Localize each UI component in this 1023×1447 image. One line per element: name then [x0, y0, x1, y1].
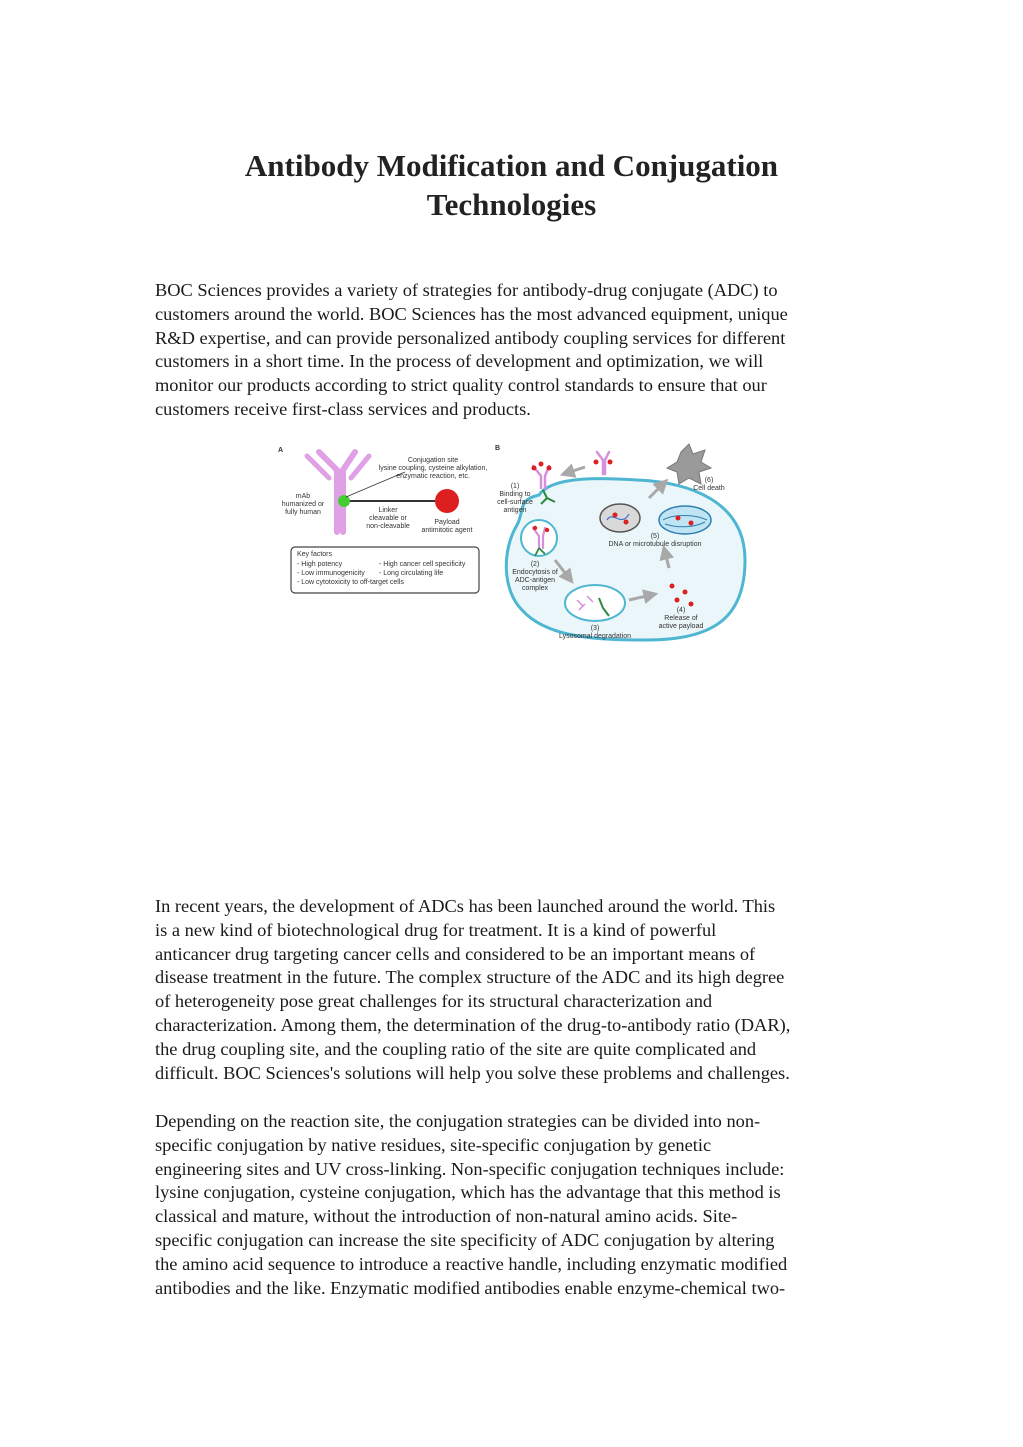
text-line: monitor our products according to strict quality control standards to ensure that our	[155, 375, 767, 396]
svg-text:non-cleavable: non-cleavable	[366, 523, 410, 530]
svg-text:Release of: Release of	[664, 615, 698, 622]
text-line: difficult. BOC Sciences's solutions will help you solve these problems and challenges.	[155, 1062, 790, 1083]
panel-b-letter: B	[495, 445, 501, 452]
svg-text:mAb: mAb	[295, 493, 311, 500]
svg-text:- High potency: - High potency	[297, 561, 343, 568]
figure-svg	[277, 440, 757, 668]
svg-text:(6): (6)	[704, 477, 714, 484]
svg-text:lysine coupling, cysteine alky: lysine coupling, cysteine alkylation,	[378, 465, 488, 472]
text-line: Depending on the reaction site, the conjugation strategies can be divided into non-	[155, 1111, 761, 1131]
text-line: R&D expertise, and can provide personalized antibody coupling services for different	[155, 327, 786, 348]
text-line: the amino acid sequence to introduce a reactive handle, including enzymatic modified	[155, 1253, 788, 1274]
mab-label	[282, 493, 325, 516]
svg-text:Lysosomal degradation: Lysosomal degradation	[558, 633, 632, 640]
svg-text:(4): (4)	[676, 607, 686, 614]
text-line: customers in a short time. In the process of development and optimization, we will	[155, 351, 764, 372]
text-line: specific conjugation by native residues, site-specific conjugation by genetic	[155, 1134, 712, 1155]
panel-a-letter: A	[278, 447, 284, 454]
text-line: lysine conjugation, cysteine conjugation, which has the advantage that this method is	[155, 1182, 781, 1203]
svg-text:(5): (5)	[650, 533, 660, 540]
svg-text:antimitotic agent: antimitotic agent	[421, 527, 473, 534]
svg-text:cell-surface: cell-surface	[497, 499, 533, 506]
document-title	[0, 146, 1023, 224]
intro-paragraph	[155, 279, 875, 422]
linker-dot	[338, 495, 350, 507]
text-line: antibodies and the like. Enzymatic modified antibodies enable enzyme-chemical two-	[155, 1277, 786, 1298]
payload-dot	[435, 489, 459, 513]
conjugation-strategies-paragraph	[155, 1110, 875, 1300]
key-factors-title: Key factors	[297, 551, 333, 558]
svg-text:(1): (1)	[510, 483, 520, 490]
microtubule-organelle	[659, 506, 711, 534]
text-line: customers receive first-class services and products.	[155, 398, 531, 419]
svg-text:DNA or microtubule disruption: DNA or microtubule disruption	[608, 541, 702, 548]
svg-text:antigen: antigen	[503, 507, 527, 514]
free-adc-icon	[597, 452, 609, 474]
linker-label	[366, 507, 410, 530]
text-line: the drug coupling site, and the coupling ratio of the site are quite complicated and	[155, 1038, 757, 1059]
svg-text:ADC-antigen: ADC-antigen	[514, 577, 556, 584]
svg-text:complex: complex	[521, 585, 549, 592]
svg-text:(3): (3)	[590, 625, 600, 632]
antibody-shape	[307, 452, 369, 532]
svg-text:Endocytosis of: Endocytosis of	[512, 569, 558, 576]
payload-label	[422, 519, 473, 534]
text-line: specific conjugation can increase the site specificity of ADC conjugation by altering	[155, 1229, 775, 1250]
released-payload	[670, 584, 675, 589]
text-line: In recent years, the development of ADCs has been launched around the world. This	[155, 896, 776, 916]
text-line: customers around the world. BOC Sciences has the most advanced equipment, unique	[155, 303, 788, 324]
text-line: is a new kind of biotechnological drug for treatment. It is a kind of powerful	[155, 919, 717, 940]
title-line-1: Antibody Modification and Conjugation	[244, 147, 779, 183]
svg-text:active payload: active payload	[658, 623, 704, 630]
adc-mechanism-figure	[277, 440, 757, 668]
svg-text:- Low immunogenicity: - Low immunogenicity	[297, 570, 365, 577]
text-line: classical and mature, without the introduction of non-natural amino acids. Site-	[155, 1206, 738, 1227]
text-line: anticancer drug targeting cancer cells and considered to be an important means of	[155, 943, 756, 964]
svg-text:Linker: Linker	[378, 507, 398, 514]
svg-text:Conjugation site: Conjugation site	[407, 457, 459, 464]
text-line: engineering sites and UV cross-linking. Non-specific conjugation techniques include:	[155, 1158, 785, 1179]
svg-text:- Low cytotoxicity to off-targ: - Low cytotoxicity to off-target cells	[297, 579, 404, 586]
svg-text:Payload: Payload	[434, 519, 460, 526]
svg-text:cleavable or: cleavable or	[369, 515, 407, 522]
svg-text:Cell death: Cell death	[693, 485, 725, 492]
svg-text:- High cancer cell specificity: - High cancer cell specificity	[379, 561, 466, 568]
text-line: BOC Sciences provides a variety of strategies for antibody-drug conjugate (ADC) to	[155, 280, 778, 300]
text-line: of heterogeneity pose great challenges for its structural characterization and	[155, 991, 713, 1012]
svg-text:(2): (2)	[530, 561, 540, 568]
title-line-2: Technologies	[426, 186, 597, 222]
svg-text:- Long circulating life: - Long circulating life	[379, 570, 444, 577]
svg-text:enzymatic reaction, etc.: enzymatic reaction, etc.	[396, 473, 470, 480]
svg-text:fully human: fully human	[285, 509, 321, 516]
text-line: characterization. Among them, the determination of the drug-to-antibody ratio (DAR),	[155, 1014, 791, 1035]
lysosome	[565, 585, 625, 621]
adc-development-paragraph	[155, 895, 875, 1085]
svg-text:humanized or: humanized or	[281, 501, 325, 508]
text-line: disease treatment in the future. The complex structure of the ADC and its high degree	[155, 967, 785, 988]
svg-text:Binding to: Binding to	[499, 491, 531, 498]
nucleus	[600, 504, 640, 532]
